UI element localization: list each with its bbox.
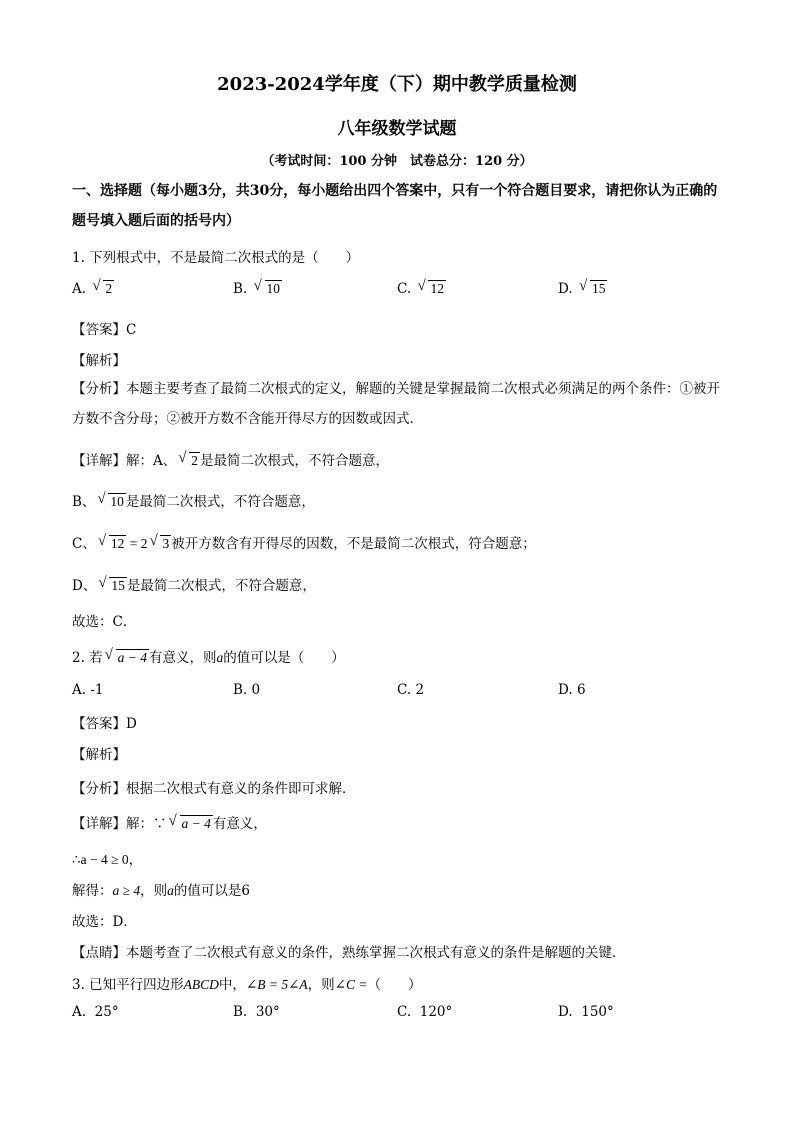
q2-stem: 2. 若 √ a − 4 有意义，则a的值可以是（ ） [72,647,345,666]
q2-step2: 解得：a ≥ 4，则a的值可以是6 [72,883,251,899]
q2-dianjing: 【点睛】本题考查了二次根式有意义的条件，熟练掌握二次根式有意义的条件是解题的关键． [72,945,626,961]
q2-conclusion: 故选：D． [72,914,137,930]
q1-detail-b: B、 √ 10 是最简二次根式，不符合题意， [72,491,315,510]
option-letter: C. [397,281,412,297]
radical: √ 15 [578,278,606,296]
exam-subtitle: 八年级数学试题 [337,119,457,139]
option-letter: A. [72,281,87,297]
exam-note: （考试时间：100 分钟 试卷总分：120 分） [261,154,533,169]
q3-option-d: D. 150° [558,1004,614,1020]
q1-detail-c: C、 √ 12 = 2 √ 3 被开方数含有开得尽的因数，不是最简二次根式，符合题意； [72,533,536,552]
q3-option-b: B. 30° [233,1004,280,1020]
radical: √ 2 [92,278,113,296]
q2-answer: 【答案】D [72,716,137,732]
q1-analysis-tag: 【解析】 [72,353,126,369]
q2-detail: 【详解】解：∵ √ a − 4 有意义， [72,813,267,832]
q1-fenxi: 【分析】本题主要考查了最简二次根式的定义，解题的关键是掌握最简二次根式必须满足的两个条件：①被开方数不含分母；②被开方数不含能开得尽方的因数或因式． [72,381,720,427]
q2-step1: ∴a − 4 ≥ 0， [72,852,143,867]
section-heading: 一、选择题（每小题3分，共30分，每小题给出四个答案中，只有一个符合题目要求，请把你认为正确的题号填入题后面的括号内） [72,183,718,229]
q1-detail-d: D、 √ 15 是最简二次根式，不符合题意， [72,575,316,594]
q2-fenxi: 【分析】根据二次根式有意义的条件即可求解． [72,781,356,797]
radical: √ 10 [253,278,281,296]
option-letter: B. [233,281,248,297]
q1-conclusion: 故选：C． [72,614,137,630]
q2-option-a: A. -1 [72,682,104,698]
q1-option-b [233,278,282,297]
q1-detail-a: 【详解】解：A、 √ 2 是最简二次根式，不符合题意， [72,450,389,469]
q2-option-b: B. 0 [233,682,261,698]
q3-stem: 3. 已知平行四边形ABCD中，∠B = 5∠A，则∠C =（ ） [72,977,422,993]
q2-option-d: D. 6 [558,682,586,698]
q1-answer: 【答案】C [72,322,137,338]
exam-title: 2023-2024学年度（下）期中教学质量检测 [217,74,577,95]
q2-analysis-tag: 【解析】 [72,747,126,763]
q1-option-d [558,278,607,297]
radical: √ 12 [417,278,444,296]
q1-option-c [397,278,446,297]
q3-option-c: C. 120° [397,1004,453,1020]
q1-stem: 1. 下列根式中，不是最简二次根式的是（ ） [72,250,360,266]
option-letter: D. [558,281,573,297]
q2-option-c: C. 2 [397,682,425,698]
q3-option-a: A. 25° [72,1004,119,1020]
q1-option-a [72,278,114,297]
